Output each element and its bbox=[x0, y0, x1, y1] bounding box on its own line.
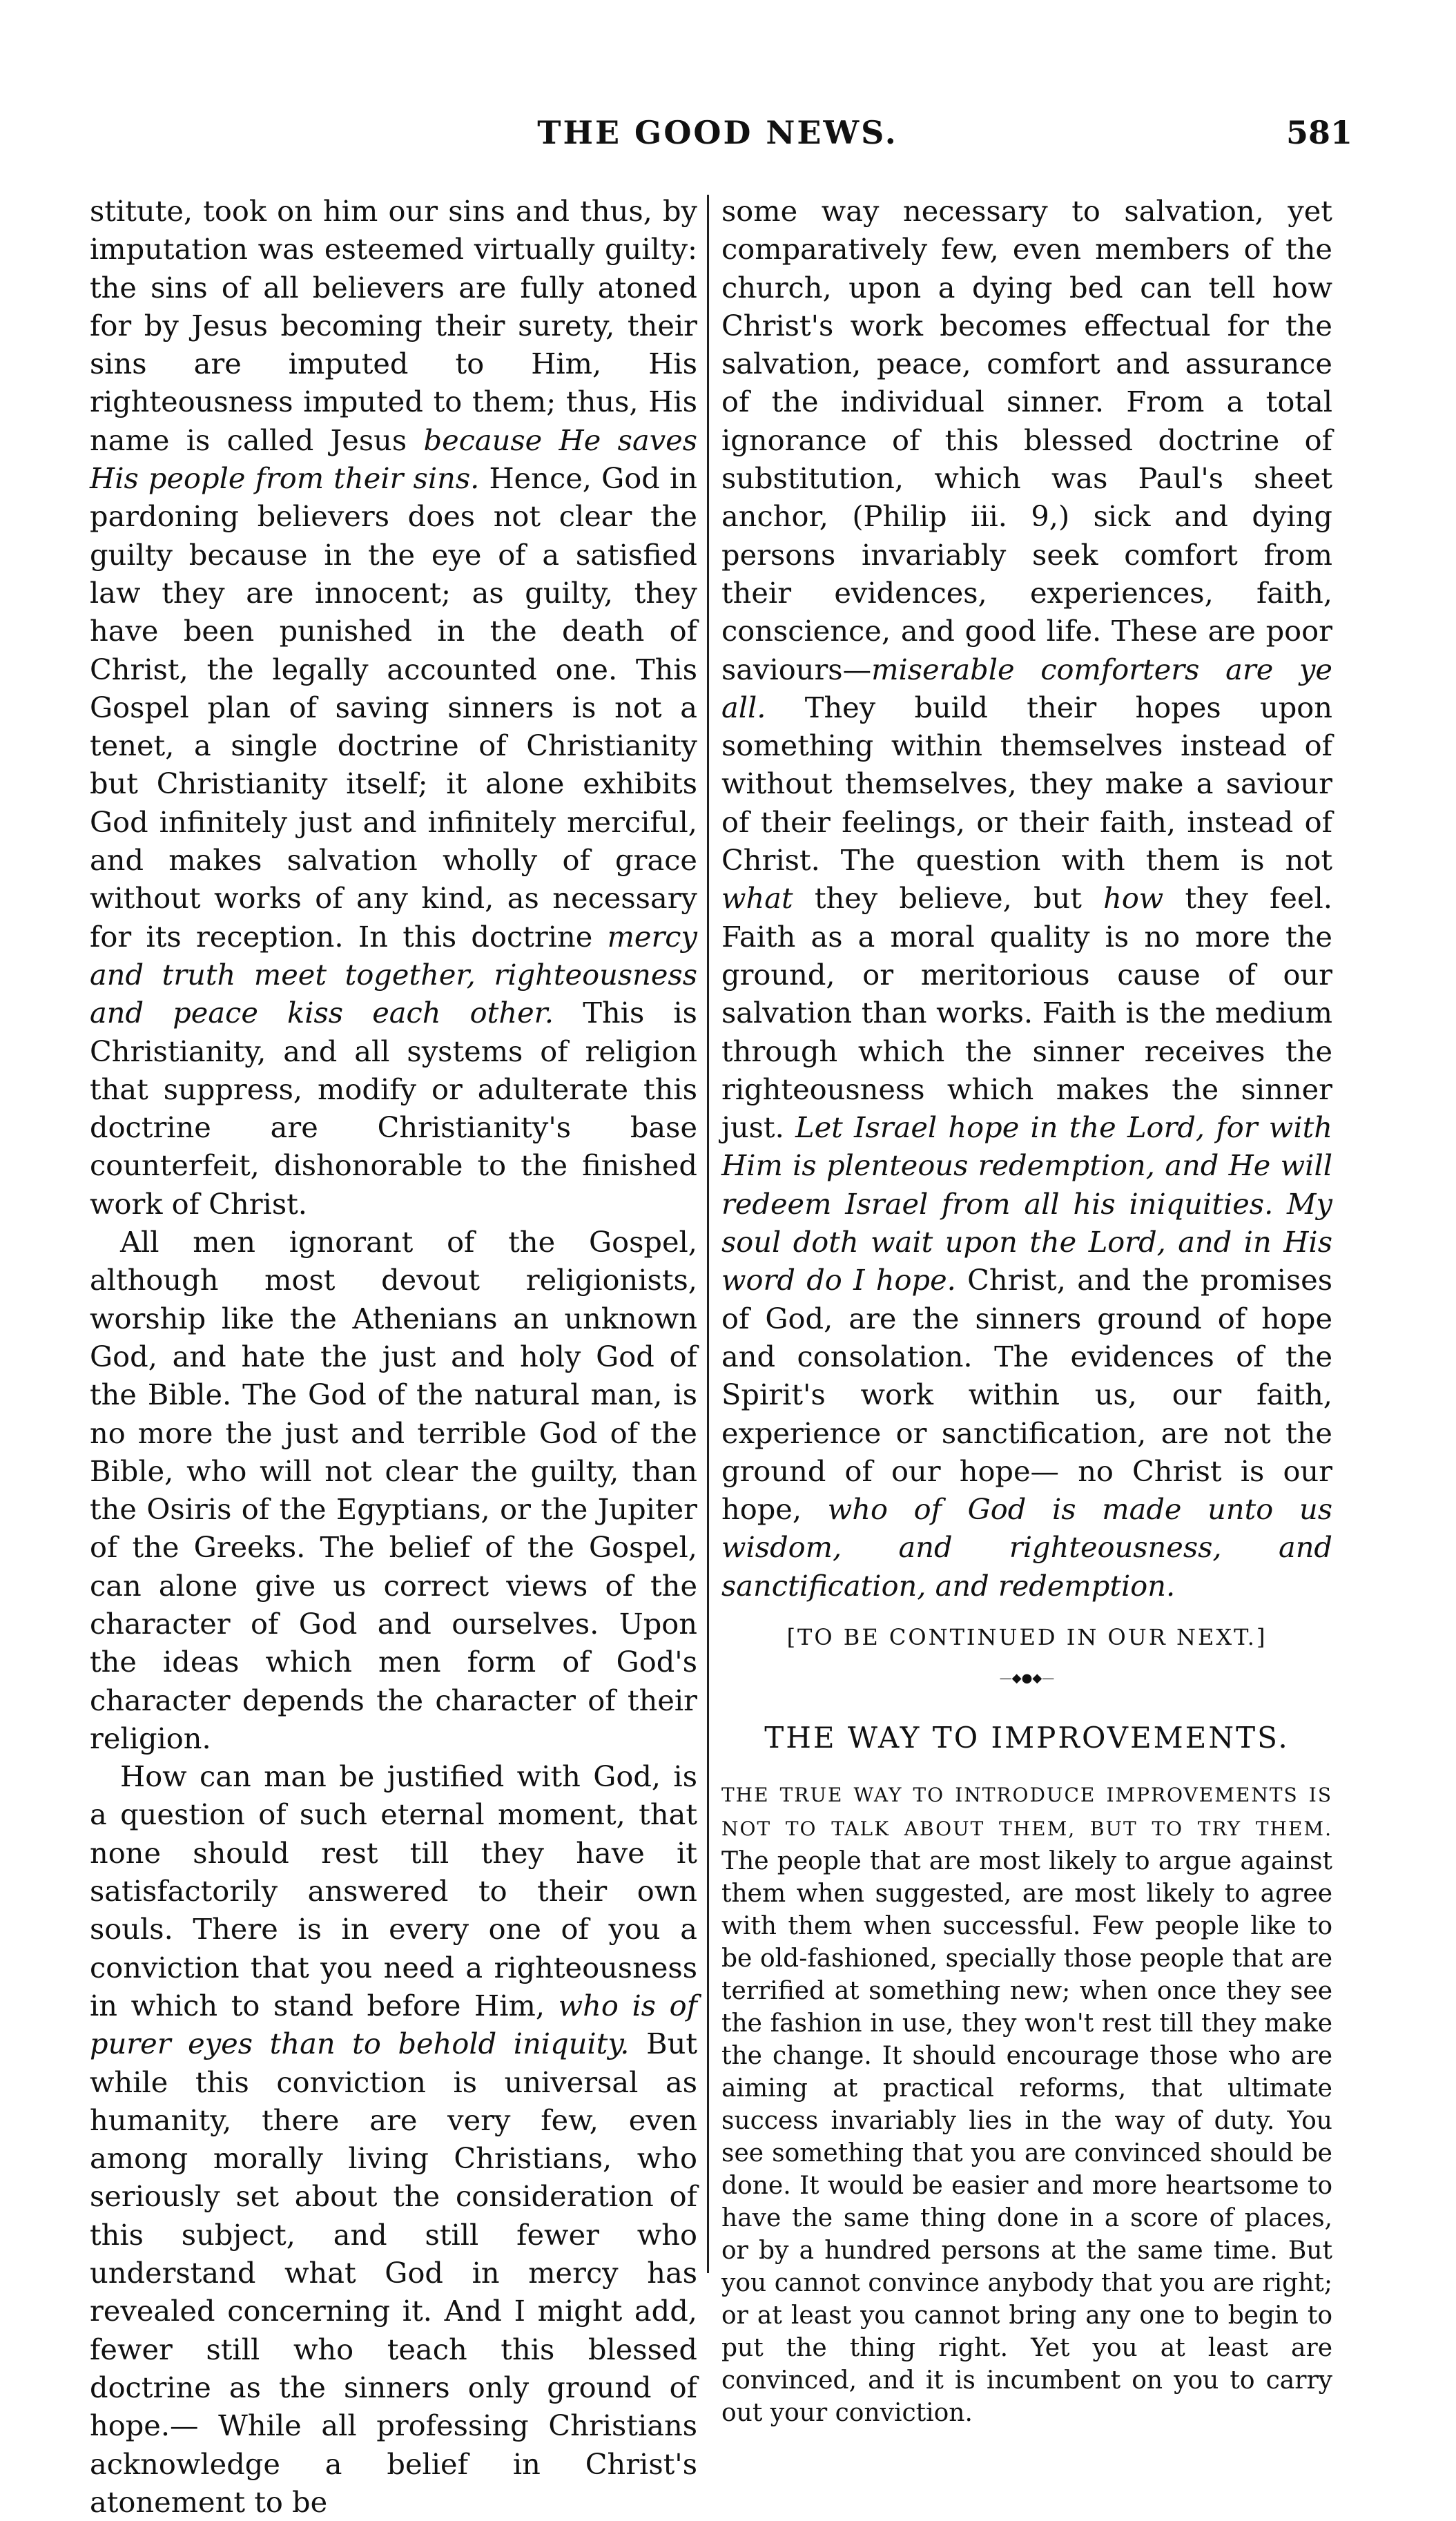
italic-word: how bbox=[1103, 881, 1164, 916]
article-body: THE TRUE WAY TO INTRODUCE IMPROVEMENTS IS NOT TO TALK ABOUT THEM, BUT TO TRY THEM. The people that are most likely to argue against them when suggested, are most likely to agree with them when successful. Few people like to be old-fashioned, specially those people that are terrified at something new; when once they see the fashion in use, they won't rest till they make the change. It should encourage those who are aiming at practical reforms, that ultimate success invariably lies in the way of duty. You see something that you are convinced should be done. It would be easier and more heartsome to have the same thing done in a score of places, or by a hundred persons at the same time. But you cannot convince anybody that you are right; or at least you cannot bring any one to begin to put the thing right. Yet you at least are convinced, and it is incumbent on you to carry out your conviction. bbox=[721, 1783, 1332, 2427]
article-title: THE WAY TO IMPROVEMENTS. bbox=[764, 1720, 1290, 1755]
italic-quote: miserable comforters are ye all. bbox=[721, 652, 1332, 724]
page-number: 581 bbox=[1285, 114, 1352, 151]
italic-quote: who is of purer eyes than to behold iniquity. bbox=[90, 1988, 697, 2061]
running-head bbox=[83, 114, 1352, 169]
left-paragraph-2: All men ignorant of the Gospel, although most devout religionists, worship like the Athenians an unknown God, and hate the just and holy God of the Bible. The God of the natural man, is no more the just and terrible God of the Bible, who will not clear the guilty, than the Osiris of the Egyptians, or the Jupiter of the Greeks. The belief of the Gospel, can alone give us correct views of the character of God and ourselves. Upon the ideas which men form of God's character depends the character of their religion. bbox=[90, 1225, 697, 1755]
continued-note: [TO BE CONTINUED IN OUR NEXT.] bbox=[786, 1623, 1268, 1650]
column-divider bbox=[707, 195, 709, 2273]
italic-word: what bbox=[721, 881, 793, 916]
left-paragraph-3: How can man be justified with God, is a question of such eternal moment, that none should rest till they have it satisfactorily answered to their own souls. There is in every one of you a conviction that you need a righteousness in which to stand before Him, who is of purer eyes than to behold iniquity. But while this conviction is universal as humanity, there are very few, even among morally living Christians, who seriously set about the consideration of this subject, and still fewer who understand what God in mercy has revealed concerning it. And I might add, fewer still who teach this blessed doctrine as the sinners only ground of hope.— While all professing Christians acknowledge a belief in Christ's atonement to be bbox=[90, 1759, 697, 2519]
left-paragraph-1: stitute, took on him our sins and thus, by imputation was esteemed virtually guilty: the sins of all believers are fully atoned for by Jesus becoming their surety, their sins are imputed to Him, His righteousness imputed to them; thus, His name is called Jesus because He saves His people from their sins. Hence, God in pardoning believers does not clear the guilty because in the eye of a satisfied law they are innocent; as guilty, they have been punished in the death of Christ, the legally accounted one. This Gospel plan of saving sinners is not a tenet, a single doctrine of Christianity but Christianity itself; it alone exhibits God infinitely just and infinitely merciful, and makes salvation wholly of grace without works of any kind, as necessary for its reception. In this doctrine mercy and truth meet together, righteousness and peace kiss each other. This is Christianity, and all systems of religion that suppress, modify or adulterate this doctrine are Christianity's base counterfeit, dishonorable to the finished work of Christ. bbox=[90, 194, 697, 1221]
italic-quote: mercy and truth meet together, righteousness and peace kiss each other. bbox=[90, 919, 697, 1030]
right-column bbox=[721, 192, 1332, 2429]
italic-quote: because He saves His people from their sins. bbox=[90, 423, 697, 496]
ornament-divider: —◆●◆— bbox=[999, 1671, 1055, 1686]
left-column bbox=[90, 192, 697, 2521]
right-paragraph-1: some way necessary to salvation, yet comparatively few, even members of the church, upon a dying bed can tell how Christ's work becomes effectual for the salvation, peace, comfort and assurance of the individual sinner. From a total ignorance of this blessed doctrine of substitution, which was Paul's sheet anchor, (Philip iii. 9,) sick and dying persons invariably seek comfort from their evidences, experiences, faith, conscience, and good life. These are poor saviours—miserable comforters are ye all. They build their hopes upon something within themselves instead of without themselves, they make a saviour of their feelings, or their faith, instead of Christ. The question with them is not what they believe, but how they feel. Faith as a moral quality is no more the ground, or meritorious cause of our salvation than works. Faith is the medium through which the sinner receives the righteousness which makes the sinner just. Let Israel hope in the Lord, for with Him is plenteous redemption, and He will redeem Israel from all his iniquities. My soul doth wait upon the Lord, and in His word do I hope. Christ, and the promises of God, are the sinners ground of hope and consolation. The evidences of the Spirit's work within us, our faith, experience or sanctification, are not the ground of our hope— no Christ is our hope, who of God is made unto us wisdom, and righteousness, and sanctification, and redemption. bbox=[721, 194, 1332, 1603]
article-lead: THE TRUE WAY TO INTRODUCE IMPROVEMENTS IS NOT TO TALK ABOUT THEM, BUT TO TRY THEM. bbox=[721, 1783, 1332, 1840]
italic-quote: who of God is made unto us wisdom, and righteousness, and sanctification, and redemption. bbox=[721, 1492, 1332, 1603]
page-title: THE GOOD NEWS. bbox=[537, 114, 898, 151]
italic-quote: Let Israel hope in the Lord, for with Him is plenteous redemption, and He will redeem Israel from all his iniquities. My soul doth wait upon the Lord, and in His word do I hope. bbox=[721, 1110, 1332, 1297]
